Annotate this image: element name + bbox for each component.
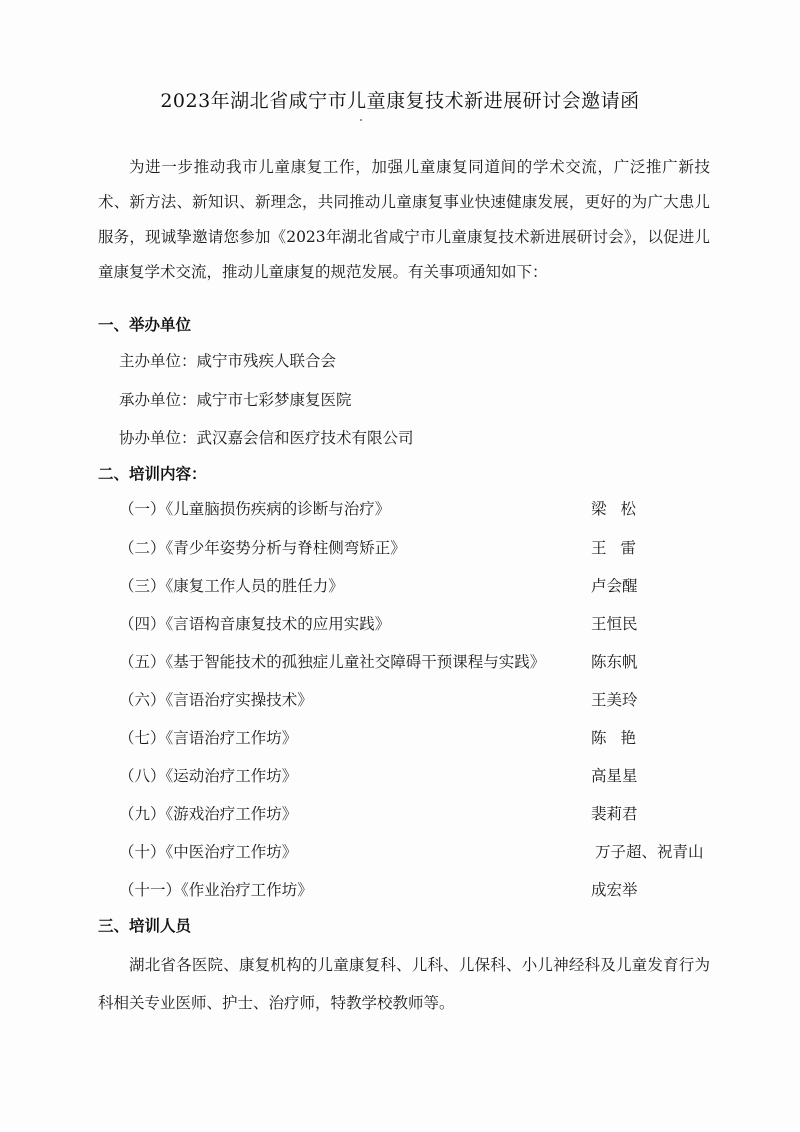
course-title: （七）《言语治疗工作坊》 [119,729,298,747]
course-teacher: 陈东帆 [591,653,638,671]
course-teacher: 高星星 [591,767,638,785]
course-row [119,840,719,864]
course-teacher: 裴莉君 [591,805,638,823]
course-row [119,726,719,750]
section-heading-organizers: 一、举办单位 [98,315,192,334]
course-row [119,878,719,902]
course-title: （二）《青少年姿势分析与脊柱侧弯矫正》 [119,539,406,557]
course-title: （九）《游戏治疗工作坊》 [119,805,298,823]
course-teacher: 成宏举 [591,881,638,899]
course-teacher: 王恒民 [591,615,638,633]
course-teacher: 梁松 [591,500,651,518]
course-title: （六）《言语治疗实操技术》 [119,691,313,709]
section-heading-participants: 三、培训人员 [98,916,192,935]
course-row [119,536,719,560]
course-title: （四）《言语构音康复技术的应用实践》 [119,615,391,633]
course-teacher: 陈艳 [591,729,651,747]
section-heading-courses: 二、培训内容： [98,464,207,483]
course-title: （三）《康复工作人员的胜任力》 [119,577,344,595]
course-teacher: 王雷 [591,539,651,557]
course-row [119,688,719,712]
course-row [119,764,719,788]
course-title: （一）《儿童脑损伤疾病的诊断与治疗》 [119,500,391,518]
organizer-unit: 承办单位：咸宁市七彩梦康复医院 [119,391,352,409]
course-title: （十）《中医治疗工作坊》 [119,843,298,861]
course-row [119,802,719,826]
course-teacher: 王美玲 [591,691,638,709]
course-teacher: 万子超、祝青山 [595,843,704,861]
stray-dot [360,119,362,121]
course-row [119,612,719,636]
host-unit: 主办单位：咸宁市残疾人联合会 [119,352,337,370]
course-title: （八）《运动治疗工作坊》 [119,767,298,785]
participants-paragraph: 湖北省各医院、康复机构的儿童康复科、儿科、儿保科、小儿神经科及儿童发育行为科相关专业医师、护士、治疗师，特教学校教师等。 [98,956,710,1012]
course-title: （五）《基于智能技术的孤独症儿童社交障碍干预课程与实践》 [119,653,546,671]
course-teacher: 卢会醒 [591,577,638,595]
co-organizer-unit: 协办单位：武汉嘉会信和医疗技术有限公司 [119,429,414,447]
course-row [119,650,719,674]
course-row [119,574,719,598]
course-title: （十一）《作业治疗工作坊》 [119,881,313,899]
intro-paragraph: 为进一步推动我市儿童康复工作，加强儿童康复同道间的学术交流，广泛推广新技术、新方法、新知识、新理念，共同推动儿童康复事业快速健康发展，更好的为广大患儿服务，现诚挚邀请您参加《2023年湖北省咸宁市儿童康复技术新进展研讨会》，以促进儿童康复学术交流，推动儿童康复的规范发展。有关事项通知如下： [98,158,710,281]
document-title: 2023年湖北省咸宁市儿童康复技术新进展研讨会邀请函 [160,90,640,112]
course-row [119,497,719,521]
